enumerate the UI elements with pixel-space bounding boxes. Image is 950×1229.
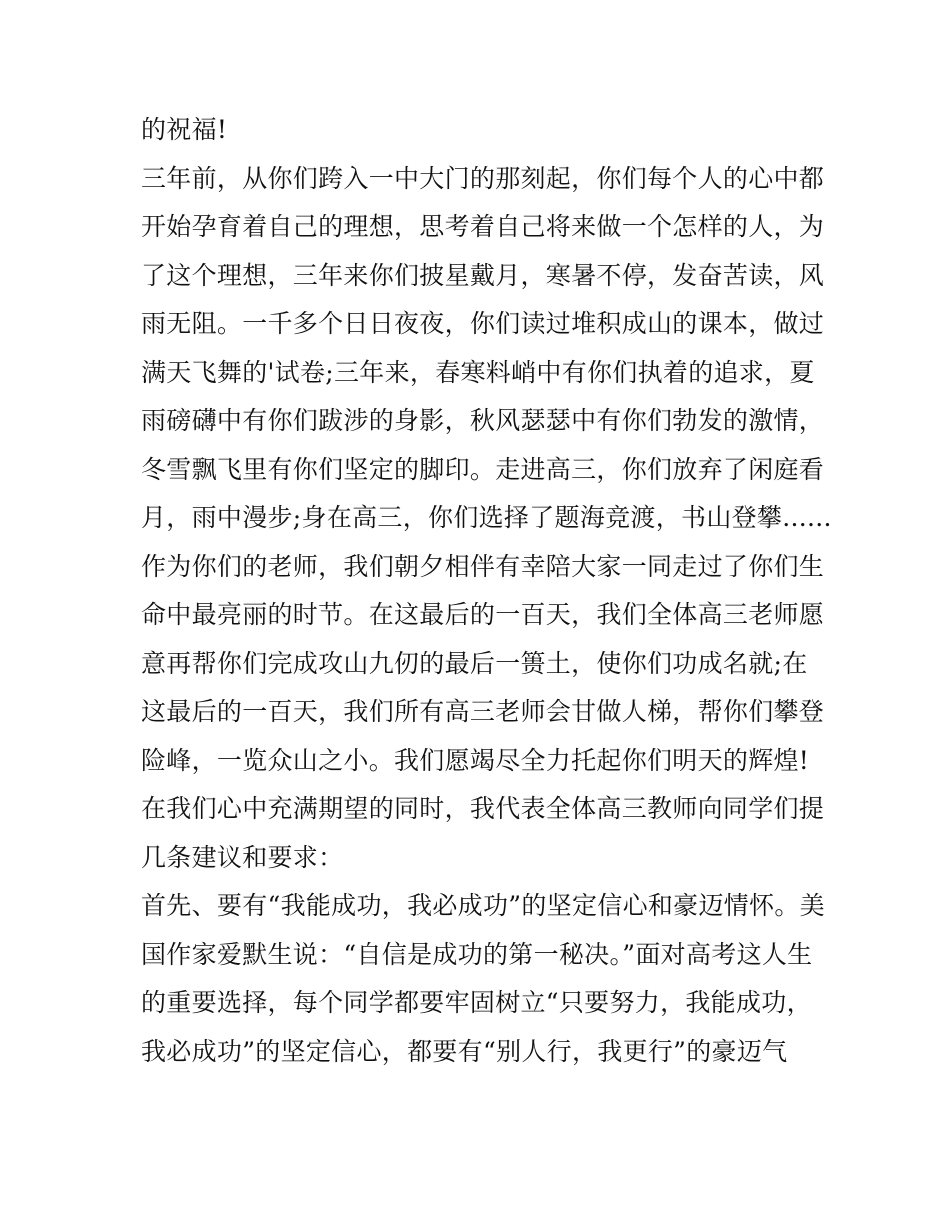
text-line: 三年前，从你们跨入一中大门的那刻起，你们每个人的心中都: [141, 163, 825, 193]
text-line: 雨无阻。一千多个日日夜夜，你们读过堆积成山的课本，做过: [141, 309, 825, 338]
text-line: 的重要选择，每个同学都要牢固树立“只要努力，我能成功，: [141, 988, 812, 1017]
document-body: [141, 106, 832, 1076]
text-line: 险峰，一览众山之小。我们愿竭尽全力托起你们明天的辉煌!: [141, 745, 810, 775]
text-line: 作为你们的老师，我们朝夕相伴有幸陪大家一同走过了你们生: [141, 551, 825, 581]
text-line: 几条建议和要求：: [141, 842, 344, 872]
text-line: 首先、要有“我能成功，我必成功”的坚定信心和豪迈情怀。美: [141, 891, 825, 920]
text-line: 国作家爱默生说：“自信是成功的第一秘决。”面对高考这人生: [141, 939, 813, 969]
text-line: 开始孕育着自己的理想，思考着自己将来做一个怎样的人，为: [141, 212, 825, 241]
text-line: 月，雨中漫步;身在高三，你们选择了题海竞渡，书山登攀......: [141, 503, 832, 532]
text-line: 冬雪飘飞里有你们坚定的脚印。走进高三，你们放弃了闲庭看: [141, 454, 825, 484]
text-line: 意再帮你们完成攻山九仞的最后一篑土，使你们功成名就;在: [141, 648, 808, 678]
text-line: 了这个理想，三年来你们披星戴月，寒暑不停，发奋苦读，风: [141, 260, 825, 290]
text-line: 我必成功”的坚定信心，都要有“别人行，我更行”的豪迈气: [141, 1036, 788, 1066]
text-line: 的祝福!: [141, 115, 228, 144]
text-line: 满天飞舞的'试卷;三年来，春寒料峭中有你们执着的追求，夏: [141, 357, 815, 387]
text-line: 雨磅礴中有你们跋涉的身影，秋风瑟瑟中有你们勃发的激情，: [141, 406, 825, 435]
text-line: 命中最亮丽的时节。在这最后的一百天，我们全体高三老师愿: [141, 600, 825, 629]
text-line: 在我们心中充满期望的同时，我代表全体高三教师向同学们提: [141, 794, 825, 823]
text-line: 这最后的一百天，我们所有高三老师会甘做人梯，帮你们攀登: [141, 697, 825, 726]
